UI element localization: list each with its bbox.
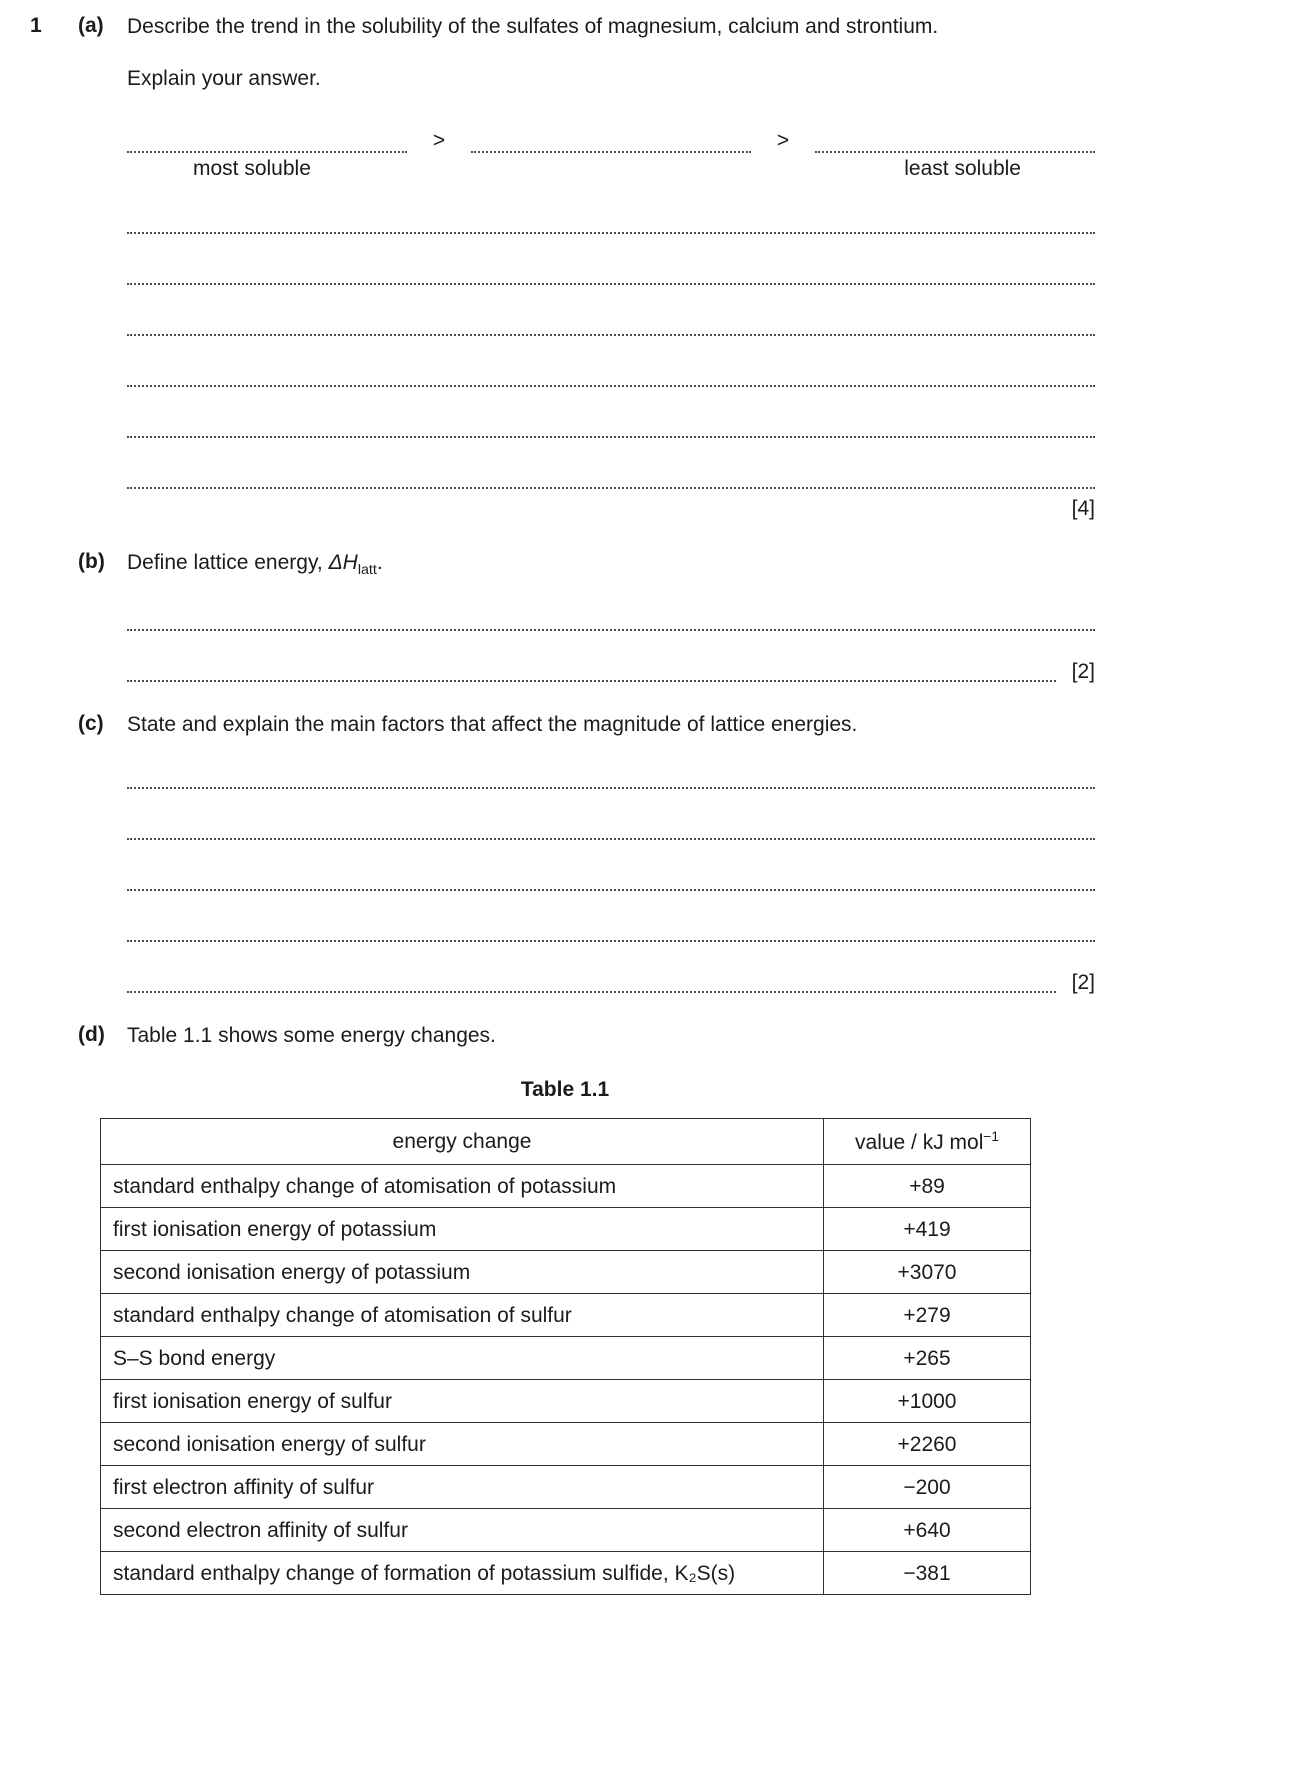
answer-line — [127, 891, 1095, 942]
answer-line — [127, 234, 1095, 285]
part-a-prompt-line1: Describe the trend in the solubility of the sulfates of magnesium, calcium and strontium. — [127, 15, 939, 38]
energy-change-cell: standard enthalpy change of atomisation of potassium — [101, 1165, 824, 1208]
question-part-a — [30, 14, 1095, 520]
part-a-label: (a) — [78, 14, 104, 37]
part-c-body — [127, 712, 1095, 993]
part-b-row — [30, 550, 1095, 682]
value-unit-text: value / kJ mol — [855, 1130, 984, 1154]
part-a-prompt-line2: Explain your answer. — [127, 67, 321, 91]
answer-blank-middle — [471, 127, 751, 153]
least-soluble-label: least soluble — [904, 156, 1021, 180]
value-cell: −200 — [824, 1466, 1031, 1509]
energy-change-cell: first electron affinity of sulfur — [101, 1466, 824, 1509]
marks-badge: [2] — [1071, 659, 1095, 683]
part-a-body — [127, 14, 1095, 520]
value-cell: +2260 — [824, 1423, 1031, 1466]
column-header-energy-change: energy change — [101, 1119, 824, 1165]
answer-line — [127, 580, 1095, 631]
value-cell: +1000 — [824, 1380, 1031, 1423]
value-cell: −381 — [824, 1552, 1031, 1595]
table-row — [101, 1552, 1031, 1595]
answer-line — [127, 285, 1095, 336]
part-b-label: (b) — [78, 549, 105, 573]
value-cell: +279 — [824, 1294, 1031, 1337]
part-b-prompt — [127, 550, 1095, 580]
question-part-d — [30, 1023, 1095, 1595]
energy-change-cell: first ionisation energy of potassium — [101, 1208, 824, 1251]
answer-line — [127, 789, 1095, 840]
energy-change-cell: first ionisation energy of sulfur — [101, 1380, 824, 1423]
answer-line — [127, 336, 1095, 387]
table-row — [101, 1294, 1031, 1337]
question-part-c — [30, 712, 1095, 993]
answer-blank-most-soluble — [127, 127, 407, 153]
part-b-prompt-period: . — [376, 550, 383, 574]
greater-than-sign: > — [776, 129, 790, 153]
answer-line-with-marks — [127, 631, 1095, 682]
marks-badge: [4] — [1071, 496, 1095, 520]
question-part-b — [30, 550, 1095, 682]
greater-than-sign: > — [432, 129, 446, 153]
value-unit-exponent: −1 — [983, 1128, 999, 1144]
part-a-marks — [127, 497, 1095, 520]
part-d-row — [30, 1023, 1095, 1049]
table-header-row — [101, 1119, 1031, 1165]
lattice-energy-subscript: latt — [357, 561, 377, 578]
value-cell: +419 — [824, 1208, 1031, 1251]
part-c-prompt: State and explain the main factors that affect the magnitude of lattice energies. — [127, 712, 858, 736]
energy-change-cell: second ionisation energy of potassium — [101, 1251, 824, 1294]
table-title: Table 1.1 — [520, 1078, 610, 1102]
most-soluble-label: most soluble — [193, 156, 311, 180]
lattice-energy-symbol: ΔH — [328, 550, 358, 574]
part-d-body — [127, 1023, 1095, 1049]
answer-line-with-marks — [127, 942, 1095, 993]
answer-line — [127, 942, 1056, 993]
table-row — [101, 1208, 1031, 1251]
solubility-order-line — [127, 127, 1095, 153]
energy-change-cell: second ionisation energy of sulfur — [101, 1423, 824, 1466]
table-row — [101, 1251, 1031, 1294]
part-a-row — [30, 14, 1095, 520]
part-b-prompt-text: Define lattice energy, — [127, 550, 329, 574]
part-b-body — [127, 550, 1095, 682]
value-cell: +265 — [824, 1337, 1031, 1380]
energy-change-cell: standard enthalpy change of atomisation of sulfur — [101, 1294, 824, 1337]
part-d-label: (d) — [78, 1022, 105, 1046]
marks-badge: [2] — [1071, 970, 1095, 994]
energy-change-cell: S–S bond energy — [101, 1337, 824, 1380]
part-c-label: (c) — [78, 711, 104, 735]
question-number: 1 — [30, 14, 42, 37]
table-row — [101, 1466, 1031, 1509]
energy-change-cell: standard enthalpy change of formation of potassium sulfide, K₂S(s) — [101, 1552, 824, 1595]
table-row — [101, 1165, 1031, 1208]
energy-table — [100, 1118, 1031, 1595]
table-row — [101, 1509, 1031, 1552]
table-row — [101, 1337, 1031, 1380]
energy-table-container — [100, 1077, 1030, 1595]
answer-line — [127, 438, 1095, 489]
part-c-row — [30, 712, 1095, 993]
answer-line — [127, 840, 1095, 891]
table-row — [101, 1380, 1031, 1423]
answer-line — [127, 738, 1095, 789]
part-d-prompt: Table 1.1 shows some energy changes. — [127, 1023, 496, 1047]
value-cell: +3070 — [824, 1251, 1031, 1294]
value-cell: +89 — [824, 1165, 1031, 1208]
answer-line — [127, 387, 1095, 438]
column-header-value — [824, 1119, 1031, 1165]
solubility-order-labels — [127, 157, 1095, 181]
table-row — [101, 1423, 1031, 1466]
answer-blank-least-soluble — [815, 127, 1095, 153]
answer-line — [127, 183, 1095, 234]
answer-line — [127, 631, 1056, 682]
part-a-answer-lines — [127, 183, 1095, 489]
value-cell: +640 — [824, 1509, 1031, 1552]
energy-change-cell: second electron affinity of sulfur — [101, 1509, 824, 1552]
